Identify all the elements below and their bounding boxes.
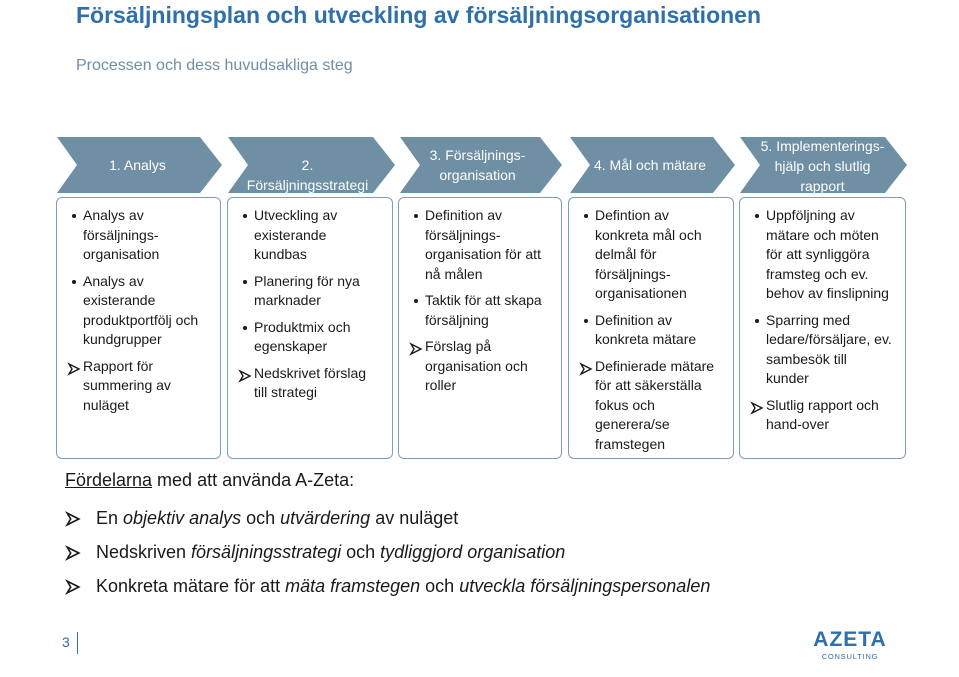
item-text-line: Sparring med <box>766 311 851 328</box>
item-text-line: nå målen <box>425 265 483 282</box>
item-text-line: organisation för att <box>425 246 541 262</box>
item-text-line: summering av <box>83 377 171 393</box>
step-4-label: 4. Mål och mätare <box>593 157 707 173</box>
item-text-line: existerande <box>83 292 156 308</box>
arrow-list-item <box>398 337 556 396</box>
advantage-item <box>66 542 565 563</box>
item-text-line: Rapport för <box>83 357 154 374</box>
advantage-item <box>66 576 710 597</box>
advantage-text: av nuläget <box>370 508 459 528</box>
item-text-line: framstegen <box>595 435 666 452</box>
step-4-items <box>568 206 728 461</box>
advantages-heading-rest: med att använda A-Zeta: <box>152 470 355 490</box>
bullet-list-item <box>568 311 728 350</box>
advantages-heading <box>65 470 354 491</box>
logo-text: AZETA <box>813 628 887 651</box>
page-number: 3 <box>62 634 70 650</box>
advantages-heading-underlined: Fördelarna <box>65 470 153 490</box>
item-text-line: kunder <box>766 370 809 386</box>
step-3-label-line: 3. Försäljnings- <box>429 147 526 163</box>
step-5-label-line: 5. Implementerings- <box>760 138 885 154</box>
item-text-line: kundgrupper <box>83 331 162 347</box>
item-text-line: nuläget <box>83 396 129 413</box>
item-text-line: Utveckling av <box>254 207 338 223</box>
step-5-items <box>739 206 900 442</box>
item-text-line: Taktik för att skapa <box>425 292 542 308</box>
bullet-list-item <box>56 206 215 265</box>
item-text-line: organisation <box>83 246 160 262</box>
step-2-items <box>227 206 387 410</box>
advantage-emphasis: utveckla försäljningspersonalen <box>459 576 711 596</box>
item-text-line: marknader <box>254 292 321 308</box>
item-text-line: Uppföljning av <box>766 207 855 223</box>
bullet-list-item <box>398 206 556 284</box>
bullet-list-item <box>739 311 900 389</box>
item-text-line: sambesök till <box>766 350 847 367</box>
advantage-emphasis: objektiv analys <box>123 508 242 528</box>
bullet-dot-icon <box>755 319 759 323</box>
item-text-line: Definierade mätare <box>595 357 715 374</box>
step-2-label: 2. Försäljningsstrategi <box>246 157 369 193</box>
item-text-line: försäljning <box>425 311 489 328</box>
advantage-text: En <box>96 508 124 528</box>
item-text-line: kundbas <box>254 246 307 262</box>
item-text-line: till strategi <box>254 384 318 400</box>
bullet-dot-icon <box>243 214 247 218</box>
page-number-divider <box>77 632 78 654</box>
item-text-line: försäljnings- <box>425 226 501 243</box>
item-text-line: ledare/försäljare, ev. <box>766 331 892 347</box>
advantage-text: och <box>241 508 281 528</box>
bullet-dot-icon <box>755 214 759 218</box>
arrow-list-item <box>739 396 900 435</box>
item-text-line: för att synliggöra <box>766 246 870 262</box>
item-text-line: organisation och <box>425 357 528 374</box>
arrow-bullet-icon <box>68 363 80 375</box>
item-text-line: för att säkerställa <box>595 377 702 393</box>
item-text-line: konkreta mätare <box>595 331 697 347</box>
arrow-list-item <box>56 357 215 416</box>
arrow-bullet-icon <box>66 512 80 526</box>
item-text-line: existerande <box>254 226 327 243</box>
item-text-line: Slutlig rapport och <box>766 396 879 413</box>
step-1-label: 1. Analys <box>109 157 166 173</box>
bullet-list-item <box>739 206 900 304</box>
item-text-line: organisationen <box>595 285 687 301</box>
item-text-line: behov av finslipning <box>766 285 889 301</box>
step-5-label <box>755 136 890 196</box>
bullet-list-item <box>56 272 215 350</box>
bullet-list-item <box>398 291 556 330</box>
bullet-list-item <box>568 206 728 304</box>
azeta-logo <box>813 622 887 664</box>
arrow-bullet-icon <box>239 370 251 382</box>
advantage-emphasis: utvärdering <box>280 508 371 528</box>
advantage-item <box>66 508 458 529</box>
bullet-list-item <box>227 318 387 357</box>
item-text-line: Planering för nya <box>254 272 360 289</box>
bullet-dot-icon <box>243 280 247 284</box>
arrow-bullet-icon <box>410 343 422 355</box>
bullet-dot-icon <box>72 280 76 284</box>
item-text-line: Analys av <box>83 272 144 289</box>
arrow-bullet-icon <box>66 546 80 560</box>
page-subtitle: Processen och dess huvudsakliga steg <box>76 57 353 74</box>
item-text-line: försäljnings- <box>595 265 671 282</box>
item-text-line: delmål för <box>595 246 657 262</box>
item-text-line: Definition av <box>595 311 673 328</box>
advantage-text: Nedskriven <box>96 542 192 562</box>
bullet-dot-icon <box>414 214 418 218</box>
step-3-items <box>398 206 556 403</box>
logo-subtext: CONSULTING <box>821 652 879 661</box>
step-3-label-line: organisation <box>439 167 516 183</box>
item-text-line: Analys av <box>83 207 144 223</box>
advantage-text: Konkreta mätare för att <box>96 576 286 596</box>
item-text-line: Definition av <box>425 207 503 223</box>
bullet-list-item <box>227 272 387 311</box>
item-text-line: produktportfölj och <box>83 311 199 328</box>
page-title: Försäljningsplan och utveckling av försäljningsorganisationen <box>76 2 762 28</box>
bullet-dot-icon <box>414 299 418 303</box>
item-text-line: Förslag på <box>425 338 492 354</box>
azeta-logo-mark <box>813 622 887 664</box>
item-text-line: Defintion av <box>595 207 669 223</box>
item-text-line: framsteg och ev. <box>766 265 869 282</box>
item-text-line: mätare och möten <box>766 226 879 243</box>
item-text-line: hand-over <box>766 416 830 432</box>
step-3-label <box>415 145 540 185</box>
advantage-emphasis: tydliggjord organisation <box>380 542 566 562</box>
item-text-line: Produktmix och <box>254 318 351 335</box>
step-5-label-line: rapport <box>800 178 845 194</box>
item-text-line: roller <box>425 377 457 393</box>
bullet-dot-icon <box>584 214 588 218</box>
bullet-dot-icon <box>584 319 588 323</box>
step-1-items <box>56 206 215 422</box>
advantage-emphasis: mäta framstegen <box>285 576 421 596</box>
arrow-bullet-icon <box>66 580 80 594</box>
arrow-bullet-icon <box>580 363 592 375</box>
item-text-line: konkreta mål och <box>595 226 702 243</box>
advantage-emphasis: försäljningsstrategi <box>191 542 342 562</box>
bullet-dot-icon <box>243 326 247 330</box>
advantage-text: och <box>420 576 460 596</box>
bullet-list-item <box>227 206 387 265</box>
item-text-line: försäljnings- <box>83 226 159 243</box>
arrow-list-item <box>568 357 728 455</box>
bullet-dot-icon <box>72 214 76 218</box>
arrow-list-item <box>227 364 387 403</box>
item-text-line: egenskaper <box>254 338 328 354</box>
step-5-label-line: hjälp och slutlig <box>774 158 871 174</box>
item-text-line: fokus och <box>595 396 655 413</box>
item-text-line: Nedskrivet förslag <box>254 364 367 381</box>
arrow-bullet-icon <box>751 402 763 414</box>
advantage-text: och <box>341 542 381 562</box>
item-text-line: generera/se <box>595 416 670 432</box>
